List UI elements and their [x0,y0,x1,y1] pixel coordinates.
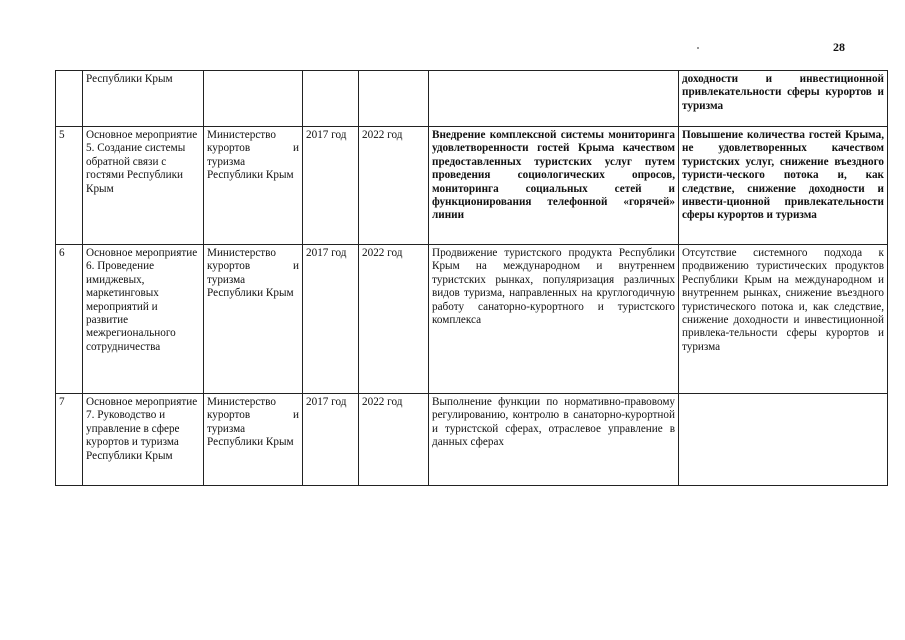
activity-executor: Министерство курортов и туризма Республики Крым [204,245,303,394]
activity-executor [204,71,303,127]
row-number [56,71,83,127]
activity-name: Основное мероприятие 6. Проведение имиджевых, маркетинговых мероприятий и развитие межрегионального сотрудничества [83,245,204,394]
activity-end: 2022 год [359,127,429,245]
activity-name: Основное мероприятие 7. Руководство и управление в сфере курортов и туризма Республики Крым [83,394,204,486]
activity-name: Республики Крым [83,71,204,127]
scan-speck [697,47,699,49]
row-number: 6 [56,245,83,394]
page-number: 28 [833,40,845,54]
activity-start: 2017 год [303,394,359,486]
activity-consequence [679,394,888,486]
program-activities-table [55,70,888,486]
activity-executor: Министерство курортов и туризма Республики Крым [204,394,303,486]
activity-start: 2017 год [303,245,359,394]
activity-result: Выполнение функции по нормативно-правовому регулированию, контролю в санаторно-курортной и туристской сферах, отраслевое управление в данных сферах [429,394,679,486]
table-row [56,394,888,486]
activity-result: Внедрение комплексной системы мониторинга удовлетворенности гостей Крыма качеством предоставленных туристских услуг путем проведения социологических опросов, мониторинга социальных сетей и функционирования телефонной «горячей» линии [429,127,679,245]
activity-result [429,71,679,127]
activity-consequence: Отсутствие системного подхода к продвижению туристических продуктов Республики Крым на международном и внутреннем рынках, снижение въездного туристического потока и, как следствие, снижение доходности и инвестиционной привлека-тельности сферы курортов и туризма [679,245,888,394]
activity-executor: Министерство курортов и туризма Республики Крым [204,127,303,245]
activity-start [303,71,359,127]
activity-consequence: Повышение количества гостей Крыма, не удовлетворенных качеством туристских услуг, снижение въездного туристи-ческого потока и, как следствие, снижение доходности и инвести-ционной привлекательности сферы курортов и туризма [679,127,888,245]
activity-end: 2022 год [359,394,429,486]
activity-name: Основное мероприятие 5. Создание системы обратной связи с гостями Республики Крым [83,127,204,245]
table-row [56,245,888,394]
activity-consequence: доходности и инвестиционной привлекательности сферы курортов и туризма [679,71,888,127]
table-row [56,127,888,245]
activity-end: 2022 год [359,245,429,394]
row-number: 7 [56,394,83,486]
activity-end [359,71,429,127]
activity-start: 2017 год [303,127,359,245]
table-row [56,71,888,127]
row-number: 5 [56,127,83,245]
activity-result: Продвижение туристского продукта Республики Крым на международном и внутреннем туристских рынках, популяризация различных видов туризма, направленных на круглогодичную работу санаторно-курортного и туристского комплекса [429,245,679,394]
